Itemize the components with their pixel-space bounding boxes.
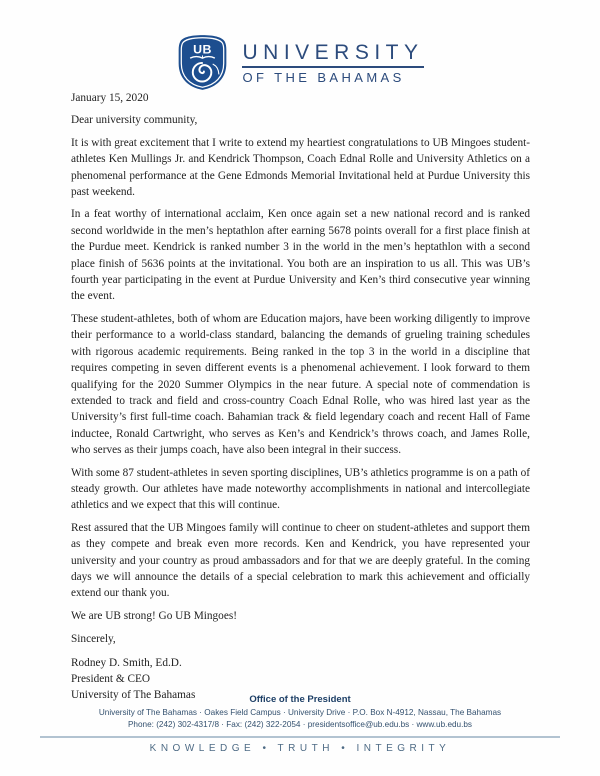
letter-body	[71, 90, 530, 703]
date-line: January 15, 2020	[71, 92, 149, 104]
footer-contact: Phone: (242) 302-4317/8 · Fax: (242) 322-2054 · presidentsoffice@ub.edu.bs · www.ub.edu.bs	[127, 719, 473, 729]
paragraph-5: Rest assured that the UB Mingoes family will continue to cheer on student-athletes and support them as they compete and break even more records. Ken and Kendrick, you have represented your university and your country as proud ambassadors and for that we are deeply grateful. In the coming days we will announce the details of a special celebration to mark this achievement and officially extend our thank you.	[71, 521, 530, 600]
footer-motto: KNOWLEDGE • TRUTH • INTEGRITY	[149, 743, 451, 754]
closing-line: Sincerely,	[71, 633, 116, 646]
signature-name: Rodney D. Smith, Ed.D.	[71, 656, 182, 669]
signature-title: President & CEO	[71, 672, 151, 685]
wordmark-line2: OF THE BAHAMAS	[242, 69, 405, 85]
paragraph-1: It is with great excitement that I write to extend my heartiest congratulations to UB Mingoes student-athletes Ken Mullings Jr. and Kendrick Thompson, Coach Ednal Rolle and University Athletics on a phenomenal performance at the Gene Edmonds Memorial Invitational held at Purdue University this past weekend.	[71, 136, 530, 199]
paragraph-3: These student-athletes, both of whom are Education majors, have been working diligently to improve their performance to a world-class standard, balancing the demands of grueling training schedules with rigorous academic requirements. Being ranked in the top 3 in the world in a discipline that requires competing in seven different events is a phenomenal achievement. I look forward to them qualifying for the 2020 Summer Olympics in the near future. A special note of commendation is extended to track and field and cross-country Coach Ednal Rolle, who was hired last year as the University’s first full-time coach. Bahamian track & field legendary coach and recent Hall of Fame inductee, Ronald Cartwright, who serves as Ken’s and Kendrick’s throws coach, and James Rolle, who serves as their jumps coach, have also been integral in their success.	[71, 312, 530, 457]
wordmark	[242, 42, 423, 84]
signature-org: University of The Bahamas	[71, 688, 196, 701]
paragraph-4: With some 87 student-athletes in seven sporting disciplines, UB’s athletics programme is on a path of steady growth. Our athletes have made noteworthy accomplishments in national and intercollegiate athletics and we expect that this will continue.	[71, 466, 530, 512]
wordmark-divider	[242, 66, 423, 68]
ub-shield-icon	[176, 34, 229, 91]
salutation: Dear university community,	[71, 114, 198, 127]
footer-office-title: Office of the President	[249, 694, 351, 705]
footer-address: University of The Bahamas · Oakes Field Campus · University Drive · P.O. Box N-4912, Nassau, The Bahamas	[98, 708, 502, 717]
university-logo	[0, 34, 600, 91]
wordmark-line1: UNIVERSITY	[242, 40, 424, 64]
cheer-line: We are UB strong! Go UB Mingoes!	[71, 609, 238, 622]
paragraph-2: In a feat worthy of international acclaim, Ken once again set a new national record and is ranked second worldwide in the men’s heptathlon after earning 5678 points overall for a first place finish at the Purdue meet. Kendrick is ranked number 3 in the world in the men’s heptathlon with a second place finish of 5636 points at the invitational. You both are an inspiration to us all. This was UB’s fourth year participating in the event at Purdue University and Ken’s third consecutive year winning the event.	[71, 208, 530, 303]
letterhead-footer	[0, 694, 600, 754]
footer-divider	[40, 736, 560, 738]
svg-text:UB: UB	[193, 42, 213, 57]
